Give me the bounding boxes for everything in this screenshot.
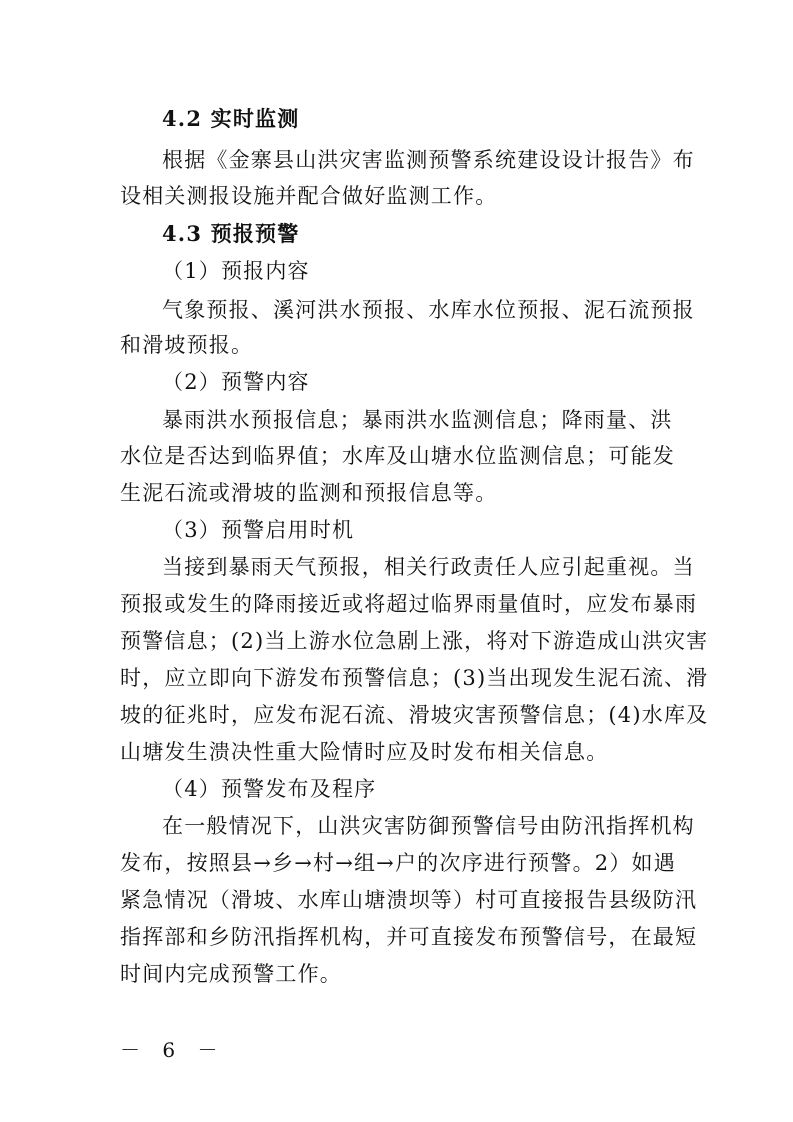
paragraph-line: 气象预报、溪河洪水预报、水库水位预报、泥石流预报: [162, 298, 695, 322]
paragraph-line: 时，应立即向下游发布预警信息；(3)当出现发生泥石流、滑: [120, 666, 709, 690]
paragraph-line: 在一般情况下，山洪灾害防御预警信号由防汛指挥机构: [162, 814, 695, 838]
paragraph-line: 坡的征兆时，应发布泥石流、滑坡灾害预警信息；(4)水库及: [120, 703, 709, 727]
paragraph-line: 水位是否达到临界值；水库及山塘水位监测信息；可能发: [120, 444, 675, 468]
subsection-2-heading: （2）预警内容: [162, 370, 310, 394]
page-number: － 6 －: [120, 1038, 226, 1062]
paragraph-line: 暴雨洪水预报信息；暴雨洪水监测信息；降雨量、洪: [162, 408, 673, 432]
paragraph-line: 当接到暴雨天气预报，相关行政责任人应引起重视。当: [162, 555, 695, 579]
paragraph-line: 时间内完成预警工作。: [120, 962, 342, 986]
paragraph-line: 预报或发生的降雨接近或将超过临界雨量值时，应发布暴雨: [120, 592, 698, 616]
section-4-2-heading: 4.2 实时监测: [162, 106, 300, 131]
paragraph-line: 发布，按照县→乡→村→组→户的次序进行预警。2）如遇: [120, 851, 676, 875]
paragraph-line: 紧急情况（滑坡、水库山塘溃坝等）村可直接报告县级防汛: [120, 888, 698, 912]
subsection-1-heading: （1）预报内容: [162, 259, 310, 283]
paragraph-line: 设相关测报设施并配合做好监测工作。: [120, 184, 498, 208]
subsection-3-heading: （3）预警启用时机: [162, 518, 355, 542]
subsection-4-heading: （4）预警发布及程序: [162, 777, 377, 801]
paragraph-line: 生泥石流或滑坡的监测和预报信息等。: [120, 481, 498, 505]
paragraph-line: 根据《金寨县山洪灾害监测预警系统建设设计报告》布: [162, 148, 695, 172]
paragraph-line: 山塘发生溃决性重大险情时应及时发布相关信息。: [120, 740, 609, 764]
paragraph-line: 和滑坡预报。: [120, 333, 254, 357]
section-4-3-heading: 4.3 预报预警: [162, 221, 300, 246]
paragraph-line: 指挥部和乡防汛指挥机构，并可直接发布预警信号，在最短: [120, 925, 698, 949]
paragraph-line: 预警信息；(2)当上游水位急剧上涨，将对下游造成山洪灾害: [120, 629, 709, 653]
